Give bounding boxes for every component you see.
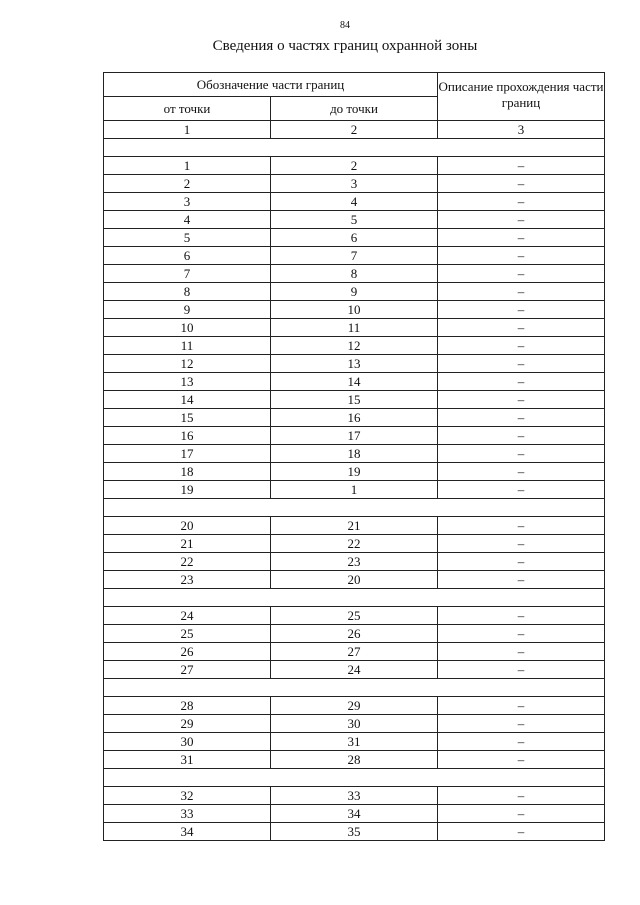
to-point-cell: 17 xyxy=(271,427,438,445)
description-cell: – xyxy=(438,319,605,337)
description-cell: – xyxy=(438,787,605,805)
description-cell: – xyxy=(438,661,605,679)
from-point-cell: 33 xyxy=(104,805,271,823)
from-point-cell: 21 xyxy=(104,535,271,553)
table-row xyxy=(104,715,605,733)
to-point-cell: 4 xyxy=(271,193,438,211)
to-point-cell: 3 xyxy=(271,175,438,193)
to-point-cell: 23 xyxy=(271,553,438,571)
table-row xyxy=(104,733,605,751)
description-cell: – xyxy=(438,427,605,445)
to-point-cell: 27 xyxy=(271,643,438,661)
from-point-cell: 24 xyxy=(104,607,271,625)
table-row xyxy=(104,247,605,265)
from-point-cell: 17 xyxy=(104,445,271,463)
description-cell: – xyxy=(438,211,605,229)
table-row xyxy=(104,283,605,301)
description-cell: – xyxy=(438,625,605,643)
description-cell: – xyxy=(438,265,605,283)
from-point-cell: 32 xyxy=(104,787,271,805)
description-cell: – xyxy=(438,535,605,553)
table-row xyxy=(104,445,605,463)
description-cell: – xyxy=(438,283,605,301)
description-cell: – xyxy=(438,823,605,841)
description-cell: – xyxy=(438,445,605,463)
from-point-cell: 6 xyxy=(104,247,271,265)
page-number: 84 xyxy=(340,20,350,31)
from-point-cell: 30 xyxy=(104,733,271,751)
description-cell: – xyxy=(438,607,605,625)
table-row xyxy=(104,409,605,427)
description-cell: – xyxy=(438,337,605,355)
group-separator-row xyxy=(104,589,605,607)
from-point-cell: 16 xyxy=(104,427,271,445)
from-point-cell: 2 xyxy=(104,175,271,193)
to-point-cell: 31 xyxy=(271,733,438,751)
column-number-3: 3 xyxy=(438,121,605,139)
description-cell: – xyxy=(438,373,605,391)
description-cell: – xyxy=(438,301,605,319)
table-row xyxy=(104,787,605,805)
to-point-cell: 28 xyxy=(271,751,438,769)
to-point-cell: 5 xyxy=(271,211,438,229)
to-point-cell: 10 xyxy=(271,301,438,319)
from-point-cell: 4 xyxy=(104,211,271,229)
column-number-2: 2 xyxy=(271,121,438,139)
group-separator-cell xyxy=(104,589,605,607)
description-cell: – xyxy=(438,517,605,535)
from-point-cell: 25 xyxy=(104,625,271,643)
description-cell: – xyxy=(438,229,605,247)
to-point-cell: 34 xyxy=(271,805,438,823)
description-cell: – xyxy=(438,697,605,715)
from-point-cell: 11 xyxy=(104,337,271,355)
to-point-cell: 2 xyxy=(271,157,438,175)
from-point-cell: 20 xyxy=(104,517,271,535)
group-separator-cell xyxy=(104,769,605,787)
description-cell: – xyxy=(438,715,605,733)
table-row xyxy=(104,535,605,553)
from-point-cell: 13 xyxy=(104,373,271,391)
group-separator-row xyxy=(104,139,605,157)
table-row xyxy=(104,391,605,409)
from-point-cell: 22 xyxy=(104,553,271,571)
from-point-cell: 3 xyxy=(104,193,271,211)
to-point-cell: 19 xyxy=(271,463,438,481)
group-separator-row xyxy=(104,499,605,517)
to-point-cell: 9 xyxy=(271,283,438,301)
to-point-cell: 21 xyxy=(271,517,438,535)
from-point-cell: 18 xyxy=(104,463,271,481)
to-point-cell: 7 xyxy=(271,247,438,265)
description-cell: – xyxy=(438,391,605,409)
description-cell: – xyxy=(438,157,605,175)
table-row xyxy=(104,661,605,679)
boundary-table xyxy=(103,72,605,841)
from-point-cell: 31 xyxy=(104,751,271,769)
from-point-cell: 7 xyxy=(104,265,271,283)
table-row xyxy=(104,157,605,175)
to-point-cell: 8 xyxy=(271,265,438,283)
from-point-cell: 26 xyxy=(104,643,271,661)
description-cell: – xyxy=(438,481,605,499)
description-cell: – xyxy=(438,247,605,265)
from-point-cell: 9 xyxy=(104,301,271,319)
to-point-cell: 22 xyxy=(271,535,438,553)
table-row xyxy=(104,751,605,769)
to-point-cell: 15 xyxy=(271,391,438,409)
to-point-cell: 16 xyxy=(271,409,438,427)
from-point-cell: 14 xyxy=(104,391,271,409)
to-point-cell: 18 xyxy=(271,445,438,463)
table-row xyxy=(104,265,605,283)
table-row xyxy=(104,337,605,355)
header-to: до точки xyxy=(271,97,438,121)
table-row xyxy=(104,607,605,625)
page-title: Сведения о частях границ охранной зоны xyxy=(212,38,478,54)
table-row xyxy=(104,211,605,229)
from-point-cell: 34 xyxy=(104,823,271,841)
description-cell: – xyxy=(438,409,605,427)
to-point-cell: 35 xyxy=(271,823,438,841)
group-separator-row xyxy=(104,769,605,787)
to-point-cell: 30 xyxy=(271,715,438,733)
description-cell: – xyxy=(438,553,605,571)
from-point-cell: 5 xyxy=(104,229,271,247)
from-point-cell: 19 xyxy=(104,481,271,499)
description-cell: – xyxy=(438,463,605,481)
description-cell: – xyxy=(438,175,605,193)
to-point-cell: 6 xyxy=(271,229,438,247)
to-point-cell: 26 xyxy=(271,625,438,643)
table-row xyxy=(104,643,605,661)
header-from: от точки xyxy=(104,97,271,121)
table-row xyxy=(104,571,605,589)
to-point-cell: 14 xyxy=(271,373,438,391)
table-row xyxy=(104,373,605,391)
header-designation: Обозначение части границ xyxy=(104,73,438,97)
to-point-cell: 24 xyxy=(271,661,438,679)
description-cell: – xyxy=(438,571,605,589)
from-point-cell: 28 xyxy=(104,697,271,715)
to-point-cell: 20 xyxy=(271,571,438,589)
to-point-cell: 29 xyxy=(271,697,438,715)
table-row xyxy=(104,481,605,499)
table-row xyxy=(104,697,605,715)
group-separator-cell xyxy=(104,499,605,517)
to-point-cell: 12 xyxy=(271,337,438,355)
table-row xyxy=(104,319,605,337)
group-separator-row xyxy=(104,679,605,697)
table-row xyxy=(104,427,605,445)
from-point-cell: 12 xyxy=(104,355,271,373)
table-row xyxy=(104,355,605,373)
from-point-cell: 23 xyxy=(104,571,271,589)
to-point-cell: 1 xyxy=(271,481,438,499)
table-row xyxy=(104,175,605,193)
table-row xyxy=(104,463,605,481)
description-cell: – xyxy=(438,751,605,769)
from-point-cell: 10 xyxy=(104,319,271,337)
table-row xyxy=(104,193,605,211)
group-separator-cell xyxy=(104,679,605,697)
from-point-cell: 27 xyxy=(104,661,271,679)
table-row xyxy=(104,823,605,841)
to-point-cell: 11 xyxy=(271,319,438,337)
description-cell: – xyxy=(438,355,605,373)
table-row xyxy=(104,517,605,535)
table-row xyxy=(104,553,605,571)
description-cell: – xyxy=(438,733,605,751)
to-point-cell: 33 xyxy=(271,787,438,805)
description-cell: – xyxy=(438,805,605,823)
table-row xyxy=(104,625,605,643)
to-point-cell: 13 xyxy=(271,355,438,373)
from-point-cell: 8 xyxy=(104,283,271,301)
table-row xyxy=(104,229,605,247)
column-number-1: 1 xyxy=(104,121,271,139)
header-description: Описание прохождения части границ xyxy=(438,73,605,121)
from-point-cell: 1 xyxy=(104,157,271,175)
table-row xyxy=(104,805,605,823)
from-point-cell: 29 xyxy=(104,715,271,733)
from-point-cell: 15 xyxy=(104,409,271,427)
description-cell: – xyxy=(438,193,605,211)
group-separator-cell xyxy=(104,139,605,157)
description-cell: – xyxy=(438,643,605,661)
table-row xyxy=(104,301,605,319)
to-point-cell: 25 xyxy=(271,607,438,625)
